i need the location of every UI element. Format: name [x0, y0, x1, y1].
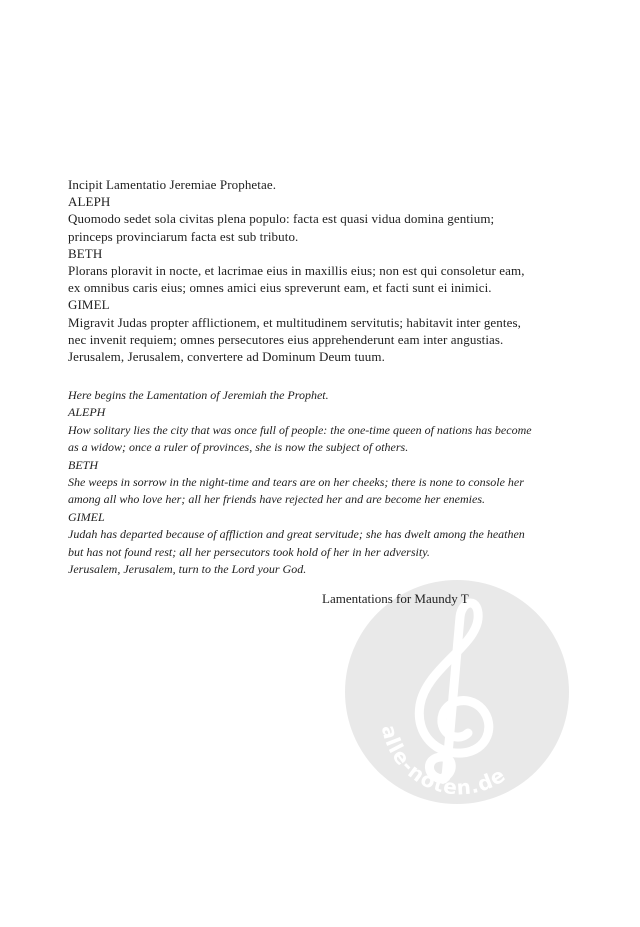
latin-line: princeps provinciarum facta est sub tributo. — [68, 228, 299, 244]
watermark-text: alle-noten.de — [376, 722, 511, 800]
treble-clef-icon — [342, 577, 572, 807]
english-line: She weeps in sorrow in the night-time and tears are on her cheeks; there is none to console her — [68, 475, 524, 490]
english-line: as a widow; once a ruler of provinces, she is now the subject of others. — [68, 440, 409, 455]
latin-line: Plorans ploravit in nocte, et lacrimae eius in maxillis eius; non est qui consoletur eam, — [68, 263, 525, 279]
english-heading-beth: BETH — [68, 457, 98, 472]
english-line: Judah has departed because of affliction and great servitude; she has dwelt among the heathen — [68, 527, 525, 542]
latin-heading-gimel: GIMEL — [68, 297, 110, 313]
latin-line: ex omnibus caris eius; omnes amici eius spreverunt eam, et facti sunt ei inimici. — [68, 280, 492, 296]
english-heading-gimel: GIMEL — [68, 509, 105, 524]
english-line: among all who love her; all her friends have rejected her and are become her enemies. — [68, 492, 485, 507]
latin-line: nec invenit requiem; omnes persecutores eius apprehenderunt eam inter angustias. — [68, 331, 504, 347]
english-line: Jerusalem, Jerusalem, turn to the Lord your God. — [68, 562, 307, 577]
page-footer-title: Lamentations for Maundy T — [322, 591, 469, 606]
watermark-logo — [342, 577, 572, 807]
latin-line: Quomodo sedet sola civitas plena populo: facta est quasi vidua domina gentium; — [68, 211, 495, 227]
latin-line: Jerusalem, Jerusalem, convertere ad Dominum Deum tuum. — [68, 349, 385, 365]
latin-title: Incipit Lamentatio Jeremiae Prophetae. — [68, 177, 277, 192]
english-line: How solitary lies the city that was once full of people: the one-time queen of nations has become — [68, 422, 532, 437]
latin-heading-aleph: ALEPH — [68, 194, 111, 210]
english-title: Here begins the Lamentation of Jeremiah the Prophet. — [68, 388, 329, 402]
english-translation-block — [68, 387, 593, 578]
latin-line: Migravit Judas propter afflictionem, et multitudinem servitutis; habitavit inter gentes, — [68, 314, 521, 330]
latin-heading-beth: BETH — [68, 245, 103, 261]
english-heading-aleph: ALEPH — [68, 405, 106, 420]
english-line: but has not found rest; all her persecutors took hold of her in her adversity. — [68, 544, 430, 559]
latin-text-block — [68, 176, 588, 365]
